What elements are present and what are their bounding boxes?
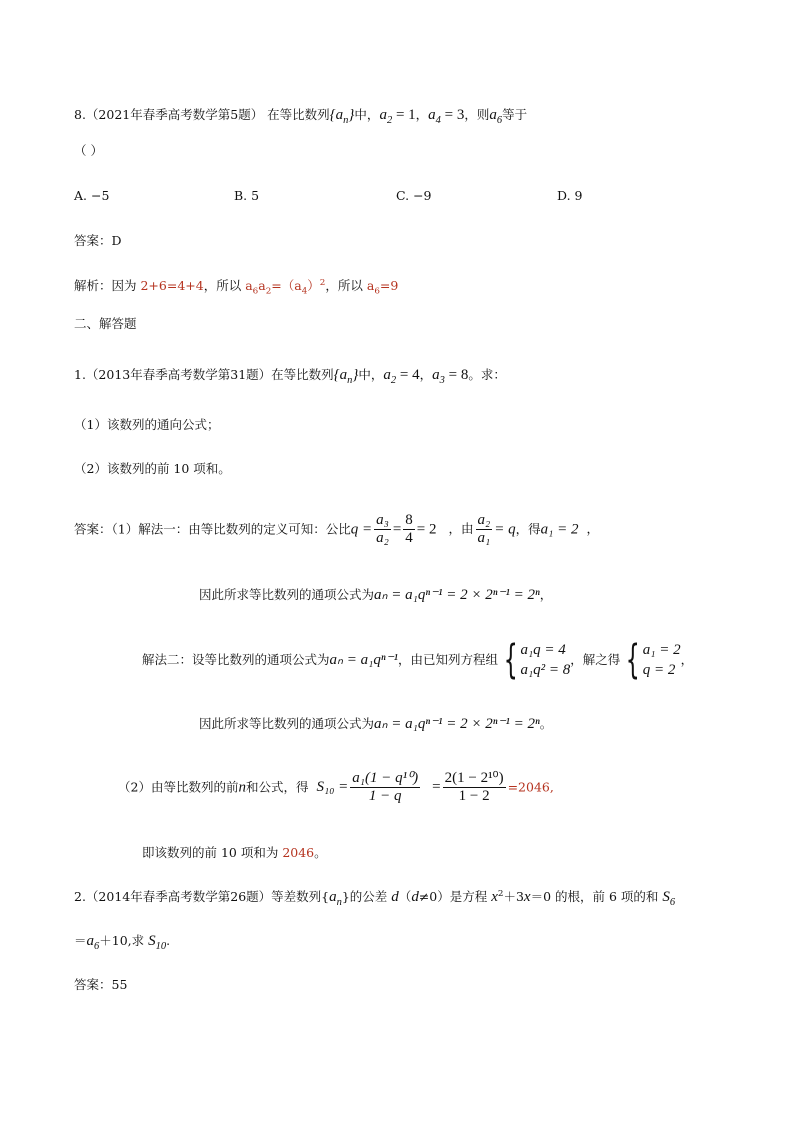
q8-cond2: $a_4 = 3$ (428, 107, 465, 126)
q2-stem-line1: 2.（2014年春季高考数学第26题）等差数列$\{a_n\}$的公差 d（d≠0）是方程 $x^2+3x=0$ 的根，前 6 项的和 $S_6$ (74, 889, 676, 909)
equation-system-1: { a₁q = 4 a₁q² = 8 (503, 637, 571, 684)
q1-therefore-1: 因此所求等比数列的通项公式为aₙ = a₁qⁿ⁻¹ = 2 × 2ⁿ⁻¹ = 2ⁿ， (199, 587, 553, 603)
fraction-8-4: $\frac{8}{4}$ (405, 512, 413, 547)
q1-part1: （1）该数列的通向公式； (74, 417, 220, 432)
q8-prefix: 8.（2021年春季高考数学第5题） 在等比数列 (74, 107, 330, 122)
q8-analysis: 解析：因为 2+6=4+4，所以 $a_6a_2=(a_4)^2$，所以 $a_6=9$ (74, 278, 399, 297)
q8-target: $a_6$ (489, 107, 503, 126)
q1-answer-part2: （2）由等比数列的前n和公式，得 S₁₀ = $\frac{\text{a₁(1 − q¹⁰)}}{1 - q}$ = $\frac{\text{2(1 − 2¹⁰)}}{1 - 2}$ =2046, (118, 770, 554, 805)
fraction-a2-a1: $\frac{\text{a₂}}{\text{a₁}}$ (477, 512, 491, 547)
q8-seq: $\{a_n\}$ (329, 107, 355, 126)
q8-option-d: D. 9 (557, 188, 583, 203)
q1-answer-method2: 解法二：设等比数列的通项公式为aₙ = a₁qⁿ⁻¹，由已知列方程组 { a₁q = 4 a₁q² = 8 ，解之得 { a₁ = 2 q = 2 ， (142, 637, 694, 684)
section-title: 二、解答题 (74, 316, 137, 331)
q1-answer-method1: 答案：（1）解法一：由等比数列的定义可知：公比q = $\frac{\text{a₃}}{\text{a₂}}$ = $\frac{8}{4}$ = 2 ，由 $\frac{\text{a₂}}{\text{a₁}}$ = q，得a₁ = 2 ， (74, 512, 599, 547)
fraction-a3-a2: $\frac{\text{a₃}}{\text{a₂}}$ (376, 512, 389, 547)
q8-option-a: A. −5 (74, 188, 110, 203)
q8-answer: 答案：D (74, 233, 122, 248)
q1-conclusion: 即该数列的前 10 项和为 2046。 (142, 845, 327, 860)
q1-stem: 1.（2013年春季高考数学第31题）在等比数列$\{a_n\}$中，$a_2 = 4$，$a_3 = 8$。求： (74, 367, 506, 386)
q8-option-b: B. 5 (234, 188, 260, 203)
q8-stem: 8.（2021年春季高考数学第5题） 在等比数列$\{a_n\}$中，$a_2 = 1$，$a_4 = 3$，则$a_6$等于 (74, 107, 528, 126)
q8-cond1: $a_2 = 1$ (379, 107, 416, 126)
q2-answer: 答案：55 (74, 977, 128, 992)
q1-therefore-2: 因此所求等比数列的通项公式为aₙ = a₁qⁿ⁻¹ = 2 × 2ⁿ⁻¹ = 2ⁿ。 (199, 716, 553, 732)
fraction-sum-formula: $\frac{\text{a₁(1 − q¹⁰)}}{1 - q}$ (352, 770, 419, 805)
q8-option-c: C. −9 (396, 188, 432, 203)
equation-system-2: { a₁ = 2 q = 2 (626, 637, 681, 684)
fraction-sum-value: $\frac{\text{2(1 − 2¹⁰)}}{1 - 2}$ (444, 770, 504, 805)
q1-part2: （2）该数列的前 10 项和。 (74, 461, 231, 476)
q2-stem-line2: $=a_6+10$,求 $S_{10}$. (74, 933, 171, 952)
q8-paren: （ ） (74, 143, 103, 158)
